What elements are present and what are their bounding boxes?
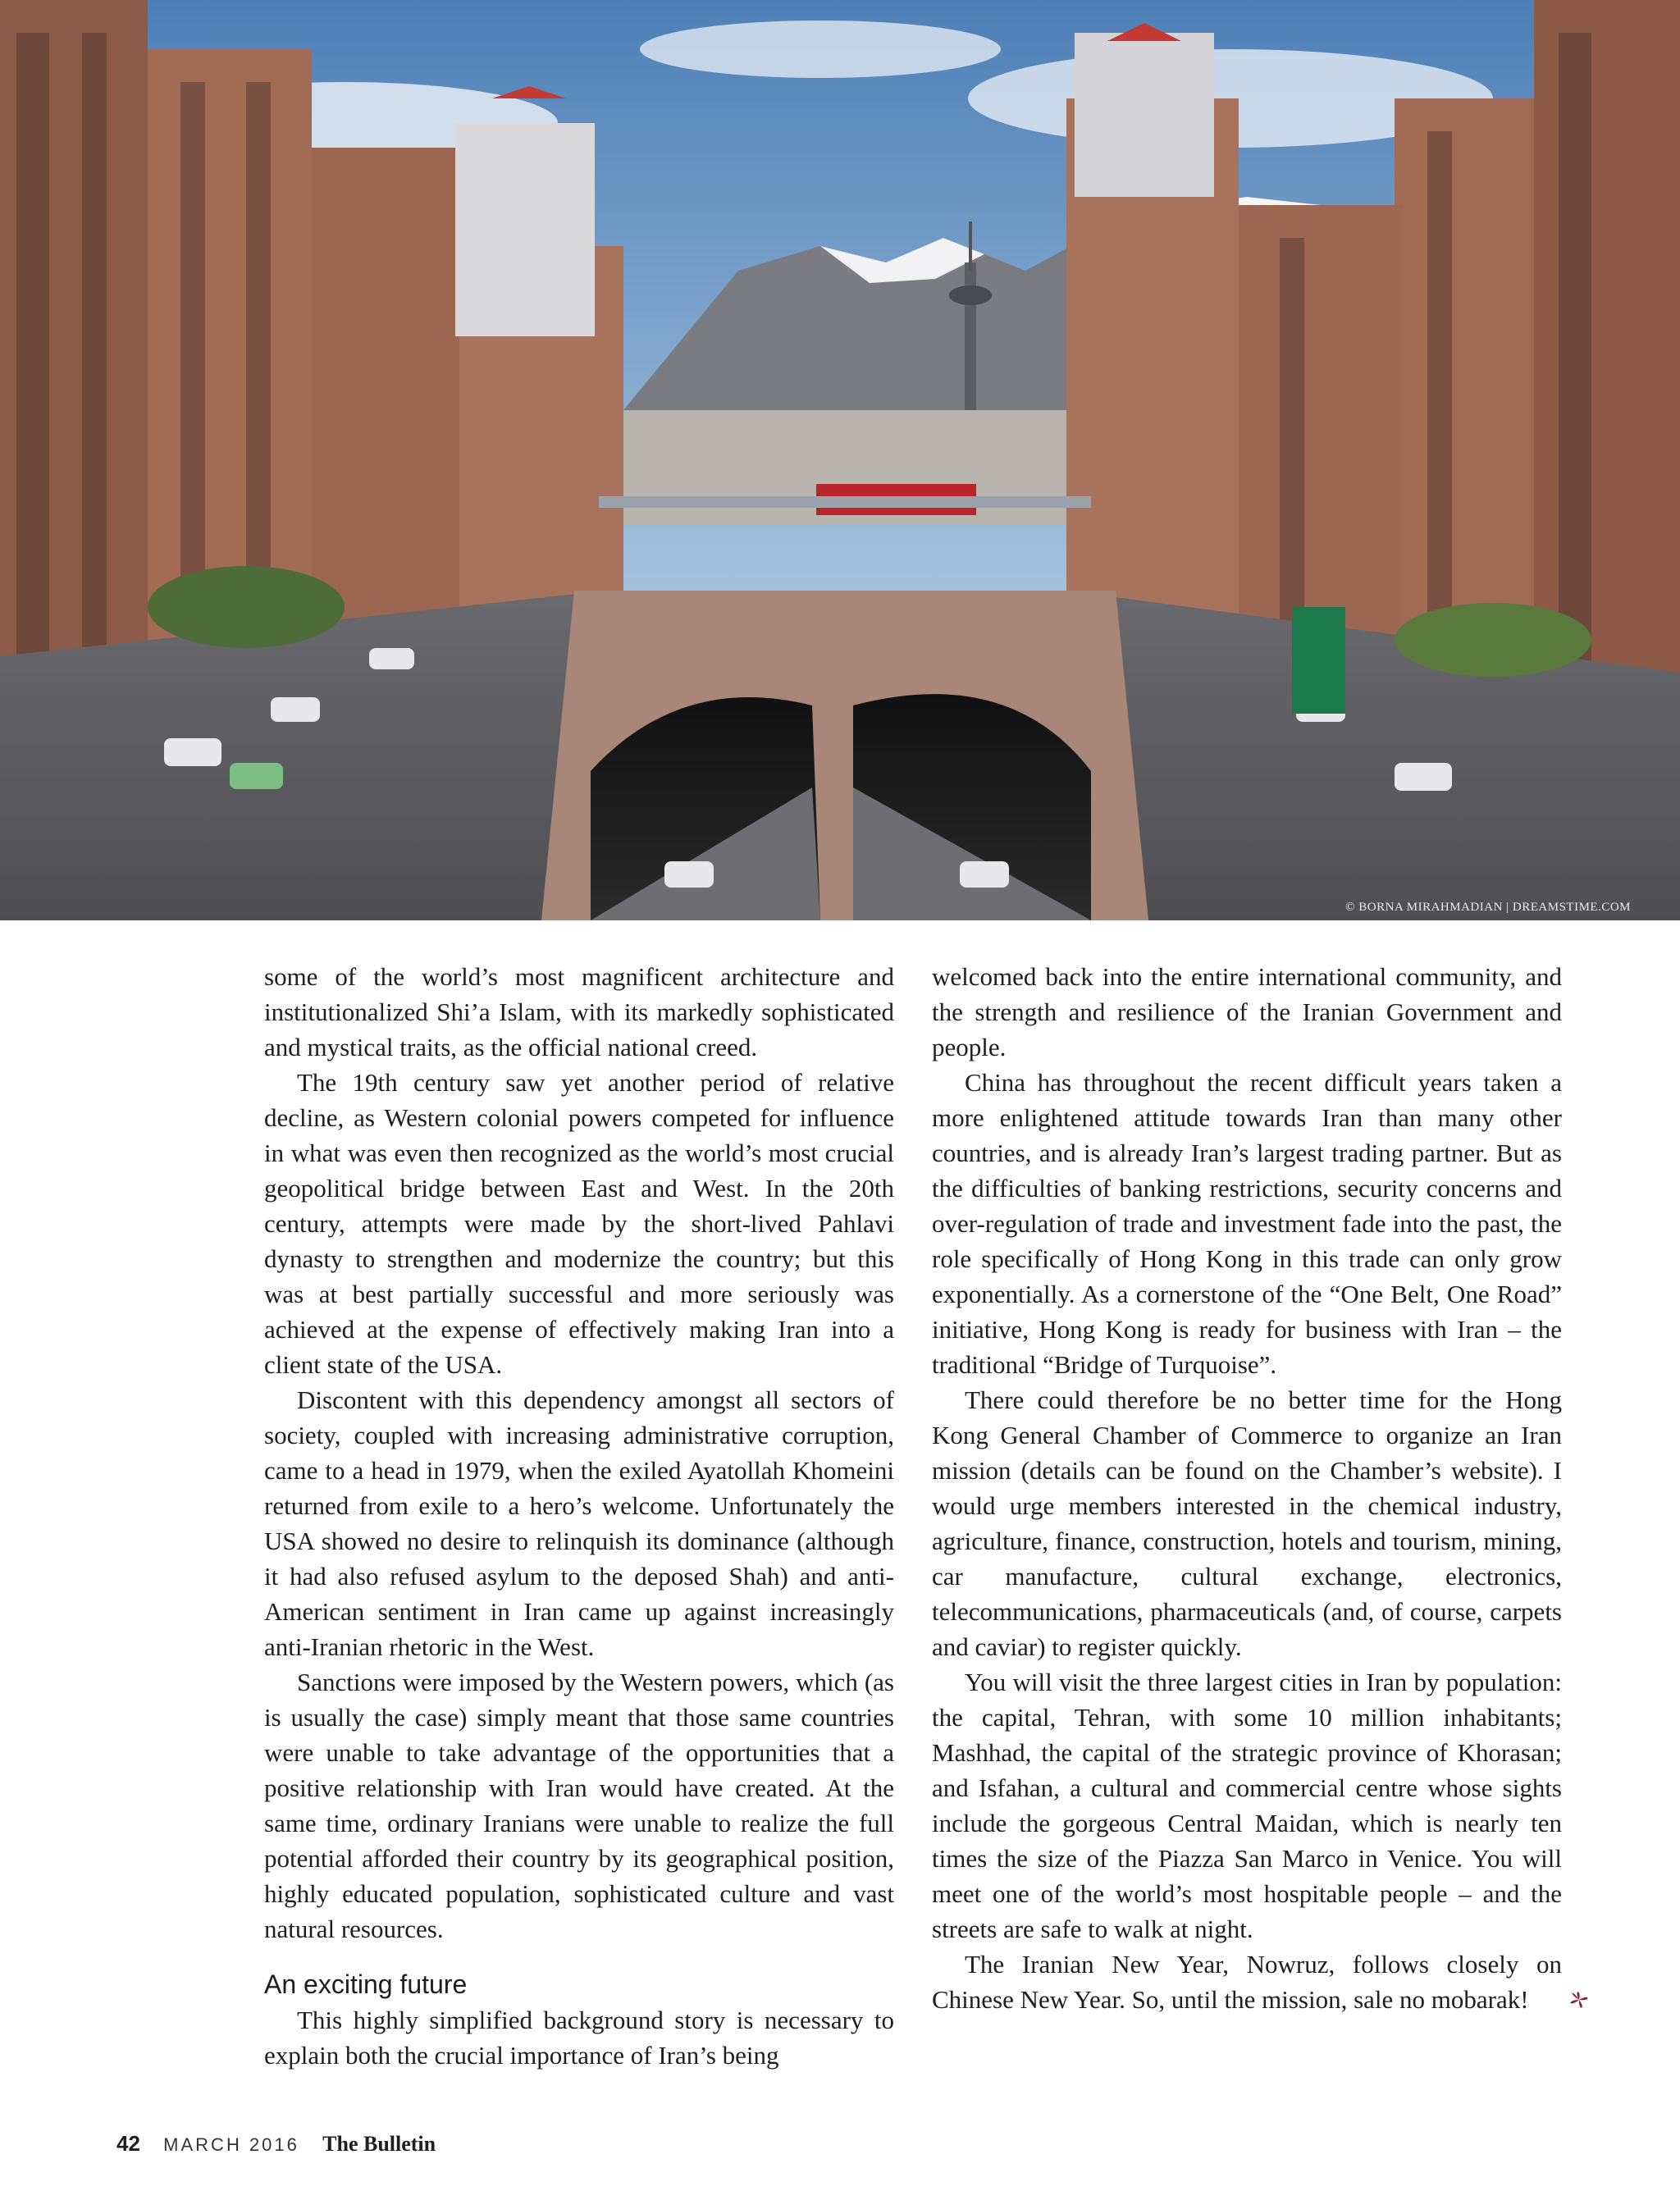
bauhinia-end-mark-icon	[1532, 1985, 1560, 2008]
photo-credit: © BORNA MIRAHMADIAN | DREAMSTIME.COM	[1345, 901, 1631, 914]
paragraph: Discontent with this dependency amongst all sectors of society, coupled with increasing administrative corruption, came to a head in 1979, when the exiled Ayatollah Khomeini returned from exile to a hero’s welcome. Unfortunately the USA showed no desire to relinquish its dominance (although it had also refused asylum to the deposed Shah) and anti-American sentiment in Iran came up against increasingly anti-Iranian rhetoric in the West.	[264, 1385, 894, 1661]
paragraph: China has throughout the recent difficult years taken a more enlightened attitude towards Iran than many other countries, and is already Iran’s largest trading partner. But as the difficulties of banking restrictions, security concerns and over-regulation of trade and investment fade into the past, the role specifically of Hong Kong in this trade can only grow exponentially. As a cornerstone of the “One Belt, One Road” initiative, Hong Kong is ready for business with Iran – the traditional “Bridge of Turquoise”.	[932, 1068, 1562, 1379]
closing-paragraph	[932, 1947, 1562, 2017]
article-column-right	[932, 959, 1562, 2017]
paragraph: There could therefore be no better time for the Hong Kong General Chamber of Commerce to organize an Iran mission (details can be found on the Chamber’s website). I would urge members interested in the chemical industry, agriculture, finance, construction, hotels and tourism, mining, car manufacture, cultural exchange, electronics, telecommunications, pharmaceuticals (and, of course, carpets and caviar) to register quickly.	[932, 1385, 1562, 1661]
article-column-left	[264, 959, 894, 2073]
issue-date: MARCH 2016	[163, 2134, 299, 2155]
paragraph: some of the world’s most magnificent architecture and institutionalized Shi’a Islam, with its markedly sophisticated and mystical traits, as the official national creed.	[264, 962, 894, 1061]
page-number: 42	[116, 2131, 140, 2156]
closing-text: The Iranian New Year, Nowruz, follows closely on Chinese New Year. So, until the mission, sale no mobarak!	[932, 1950, 1562, 2014]
tehran-street-photo	[0, 0, 1680, 920]
magazine-name: The Bulletin	[322, 2132, 436, 2156]
paragraph: Sanctions were imposed by the Western powers, which (as is usually the case) simply meant that those same countries were unable to take advantage of the opportunities that a positive relationship with Iran would have created. At the same time, ordinary Iranians were unable to realize the full potential afforded their country by its geographical position, highly educated population, sophisticated culture and vast natural resources.	[264, 1668, 894, 1943]
paragraph: The 19th century saw yet another period of relative decline, as Western colonial powers competed for influence in what was even then recognized as the world’s most crucial geopolitical bridge between East and West. In the 20th century, attempts were made by the short-lived Pahlavi dynasty to strengthen and modernize the country; but this was at best partially successful and more seriously was achieved at the expense of effectively making Iran into a client state of the USA.	[264, 1068, 894, 1379]
section-heading: An exciting future	[264, 1970, 468, 1999]
paragraph: welcomed back into the entire international community, and the strength and resilience of the Iranian Government and people.	[932, 962, 1562, 1061]
paragraph: You will visit the three largest cities in Iran by population: the capital, Tehran, with some 10 million inhabitants; Mashhad, the capital of the strategic province of Khorasan; and Isfahan, a cultural and commercial centre whose sights include the gorgeous Central Maidan, which is nearly ten times the size of the Piazza San Marco in Venice. You will meet one of the world’s most hospitable people – and the streets are safe to walk at night.	[932, 1668, 1562, 1943]
paragraph: This highly simplified background story is necessary to explain both the crucial importance of Iran’s being	[264, 2006, 894, 2070]
page-footer	[116, 2131, 436, 2157]
